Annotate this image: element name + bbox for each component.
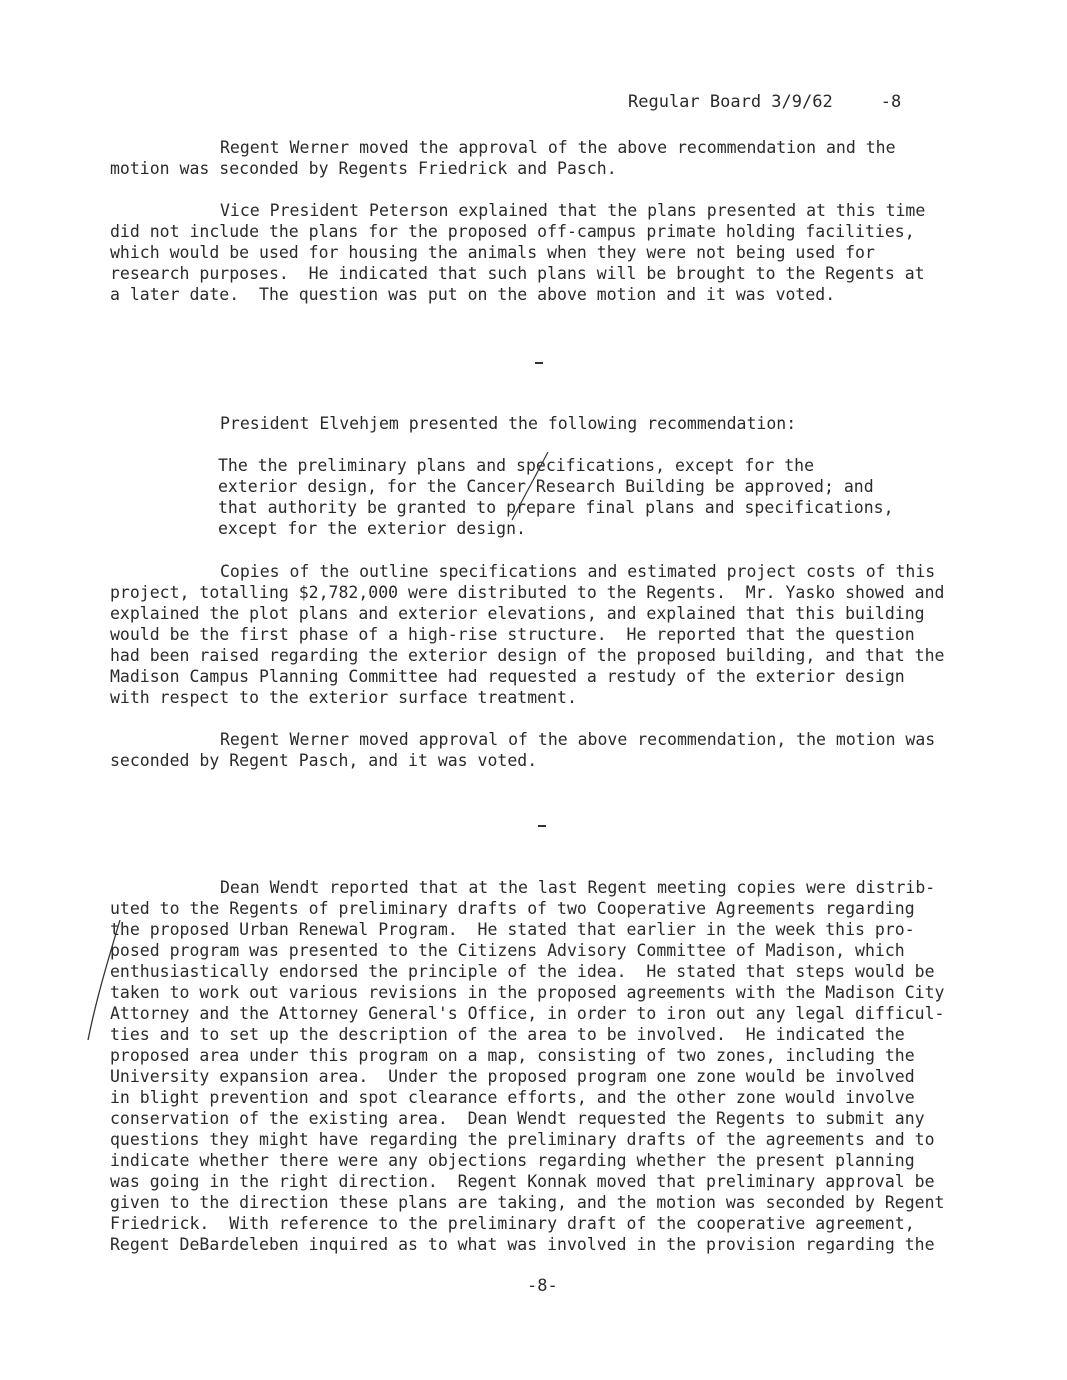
text-line: taken to work out various revisions in the proposed agreements with the Madison City (110, 983, 945, 1002)
text-line: seconded by Regent Pasch, and it was voted. (110, 751, 538, 770)
text-line: except for the exterior design. (218, 519, 526, 538)
margin-bracket-mark (88, 920, 120, 1040)
text-line: The the preliminary plans and specifications, except for the (218, 456, 815, 475)
text-line: the proposed Urban Renewal Program. He stated that earlier in the week this pro- (110, 920, 915, 939)
text-line: would be the first phase of a high-rise structure. He reported that the question (110, 625, 915, 644)
text-line: President Elvehjem presented the following recommendation: (220, 414, 797, 433)
text-line: uted to the Regents of preliminary drafts of two Cooperative Agreements regarding (110, 899, 915, 918)
text-line: explained the plot plans and exterior elevations, and explained that this building (110, 604, 925, 623)
text-line: exterior design, for the Cancer Research Building be approved; and (218, 477, 874, 496)
text-line: in blight prevention and spot clearance efforts, and the other zone would involve (110, 1088, 915, 1107)
text-line: that authority be granted to prepare final plans and specifications, (218, 498, 894, 517)
text-line: enthusiastically endorsed the principle of the idea. He stated that steps would be (110, 962, 935, 981)
text-line: was going in the right direction. Regent Konnak moved that preliminary approval be (110, 1172, 935, 1191)
text-line: Regent Werner moved the approval of the above recommendation and the (220, 138, 896, 157)
text-line: proposed area under this program on a map, consisting of two zones, including the (110, 1046, 915, 1065)
page-footer-number: -8- (527, 1276, 558, 1296)
header-title: Regular Board 3/9/62 (628, 92, 833, 112)
text-line: Friedrick. With reference to the preliminary draft of the cooperative agreement, (110, 1214, 915, 1233)
text-line: ties and to set up the description of the area to be involved. He indicated the (110, 1025, 905, 1044)
text-line: project, totalling $2,782,000 were distributed to the Regents. Mr. Yasko showed and (110, 583, 945, 602)
header-page-number: -8 (880, 92, 902, 112)
text-line: Dean Wendt reported that at the last Regent meeting copies were distrib- (220, 878, 936, 897)
text-line: Vice President Peterson explained that the plans presented at this time (220, 201, 926, 220)
text-line: motion was seconded by Regents Friedrick and Pasch. (110, 159, 617, 178)
text-line: a later date. The question was put on the above motion and it was voted. (110, 285, 836, 304)
text-line: questions they might have regarding the preliminary drafts of the agreements and to (110, 1130, 935, 1149)
text-line: indicate whether there were any objections regarding whether the present planning (110, 1151, 915, 1170)
text-line: Copies of the outline specifications and estimated project costs of this (220, 562, 936, 581)
text-line: Madison Campus Planning Committee had requested a restudy of the exterior design (110, 667, 905, 686)
text-line: Regent DeBardeleben inquired as to what was involved in the provision regarding the (110, 1235, 935, 1254)
pen-stroke-mark (512, 452, 548, 520)
text-line: conservation of the existing area. Dean Wendt requested the Regents to submit any (110, 1109, 925, 1128)
text-line: posed program was presented to the Citizens Advisory Committee of Madison, which (110, 941, 905, 960)
text-line: University expansion area. Under the proposed program one zone would be involved (110, 1067, 915, 1086)
text-line: given to the direction these plans are taking, and the motion was seconded by Regent (110, 1193, 945, 1212)
text-line: which would be used for housing the animals when they were not being used for (110, 243, 875, 262)
text-line: with respect to the exterior surface treatment. (110, 688, 577, 707)
text-line: Regent Werner moved approval of the above recommendation, the motion was (220, 730, 936, 749)
text-line: had been raised regarding the exterior design of the proposed building, and that the (110, 646, 945, 665)
text-line: Attorney and the Attorney General's Office, in order to iron out any legal difficul- (110, 1004, 945, 1023)
text-line: did not include the plans for the proposed off-campus primate holding facilities, (110, 222, 915, 241)
text-line: research purposes. He indicated that such plans will be brought to the Regents at (110, 264, 925, 283)
